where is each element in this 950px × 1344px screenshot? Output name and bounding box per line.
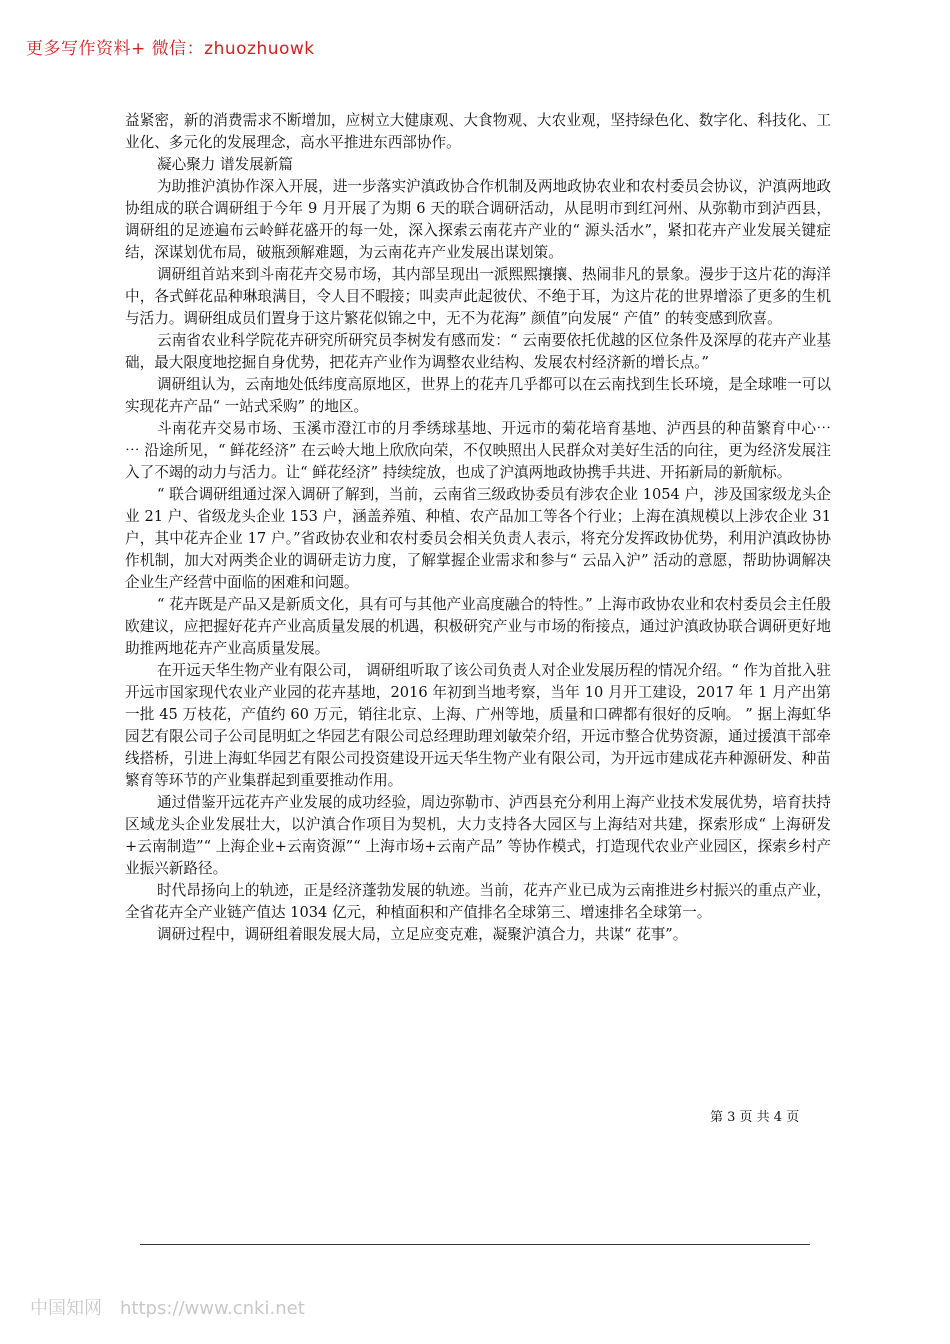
page-number: 第 3 页 共 4 页	[710, 1110, 800, 1125]
paragraph: 在开远天华生物产业有限公司， 调研组听取了该公司负责人对企业发展历程的情况介绍。“ 作为首批入驻开远市国家现代农业产业园的花卉基地，2016 年初到当地考察，当年 10 月开工建设，2017 年 1 月产出第一批 45 万枝花，产值约 60 万元，销往北京、上海、广州等地，质量和口碑都有很好的反响。 ” 据上海虹华园艺有限公司子公司昆明虹之华园艺有限公司总经理助理刘敏荣介绍，开远市整合优势资源，通过援滇干部牵线搭桥，引进上海虹华园艺有限公司投资建设开远天华生物产业有限公司，为开远市建成花卉种源研发、种苗繁育等环节的产业集群起到重要推动作用。	[125, 662, 831, 789]
footer-divider	[140, 1244, 810, 1245]
paragraph: 为助推沪滇协作深入开展，进一步落实沪滇政协合作机制及两地政协农业和农村委员会协议，沪滇两地政协组成的联合调研组于今年 9 月开展了为期 6 天的联合调研活动，从昆明市到红河州、从弥勒市到泸西县，调研组的足迹遍布云岭鲜花盛开的每一处，深入探索云南花卉产业的“ 源头活水”，紧扣花卉产业发展关键症结，深谋划优布局，破瓶颈解难题，为云南花卉产业发展出谋划策。	[125, 178, 831, 261]
paragraph: 益紧密，新的消费需求不断增加，应树立大健康观、大食物观、大农业观，坚持绿色化、数字化、科技化、工业化、多元化的发展理念，高水平推进东西部协作。	[125, 112, 831, 151]
paragraph: 时代昂扬向上的轨迹，正是经济蓬勃发展的轨迹。当前，花卉产业已成为云南推进乡村振兴的重点产业，全省花卉全产业链产值达 1034 亿元，种植面积和产值排名全球第三、增速排名全球第一。	[125, 882, 831, 921]
paragraph: 云南省农业科学院花卉研究所研究员李树发有感而发：“ 云南要依托优越的区位条件及深厚的花卉产业基础，最大限度地挖掘自身优势，把花卉产业作为调整农业结构、发展农村经济新的增长点。”	[125, 332, 831, 371]
paragraph: 调研过程中，调研组着眼发展大局，立足应变克难，凝聚沪滇合力，共谋“ 花事”。	[157, 926, 688, 943]
paragraph: 通过借鉴开远花卉产业发展的成功经验，周边弥勒市、泸西县充分利用上海产业技术发展优势，培育扶持区域龙头企业发展壮大，以沪滇合作项目为契机，大力支持各大园区与上海结对共建，探索形成“ 上海研发+云南制造”“ 上海企业+云南资源”“ 上海市场+云南产品” 等协作模式，打造现代农业产业园区，探索乡村产业振兴新路径。	[125, 794, 831, 877]
paragraph: 斗南花卉交易市场、玉溪市澄江市的月季绣球基地、开远市的菊花培育基地、泸西县的种苗繁育中心⋯ ⋯ 沿途所见，“ 鲜花经济” 在云岭大地上欣欣向荣，不仅映照出人民群众对美好生活的向往，更为经济发展注入了不竭的动力与活力。让“ 鲜花经济” 持续绽放，也成了沪滇两地政协携手共进、开拓新局的新航标。	[125, 420, 831, 481]
watermark-logo: 中国知网	[30, 1298, 102, 1319]
promo-header: 更多写作资料+ 微信：zhuozhuowk	[26, 39, 315, 59]
cnki-watermark	[30, 1294, 305, 1320]
paragraph: “ 花卉既是产品又是新质文化，具有可与其他产业高度融合的特性。” 上海市政协农业和农村委员会主任殷欧建议，应把握好花卉产业高质量发展的机遇，积极研究产业与市场的衔接点，通过沪滇政协联合调研更好地助推两地花卉产业高质量发展。	[125, 596, 831, 657]
watermark-url: https://www.cnki.net	[120, 1298, 305, 1319]
section-heading: 凝心聚力 谱发展新篇	[157, 156, 293, 173]
paragraph: “ 联合调研组通过深入调研了解到，当前，云南省三级政协委员有涉农企业 1054 户，涉及国家级龙头企业 21 户、省级龙头企业 153 户，涵盖养殖、种植、农产品加工等各个行业；上海在滇规模以上涉农企业 31 户，其中花卉企业 17 户。”省政协农业和农村委员会相关负责人表示，将充分发挥政协优势，利用沪滇政协协作机制，加大对两类企业的调研走访力度，了解掌握企业需求和参与“ 云品入沪” 活动的意愿，帮助协调解决企业生产经营中面临的困难和问题。	[125, 486, 831, 591]
paragraph: 调研组首站来到斗南花卉交易市场，其内部呈现出一派熙熙攘攘、热闹非凡的景象。漫步于这片花的海洋中，各式鲜花品种琳琅满目，令人目不暇接；叫卖声此起彼伏、不绝于耳，为这片花的世界增添了更多的生机与活力。调研组成员们置身于这片繁花似锦之中，无不为花海” 颜值”向发展“ 产值” 的转变感到欣喜。	[125, 266, 831, 327]
paragraph: 调研组认为，云南地处低纬度高原地区，世界上的花卉几乎都可以在云南找到生长环境，是全球唯一可以实现花卉产品“ 一站式采购” 的地区。	[125, 376, 831, 415]
document-body	[125, 110, 831, 946]
